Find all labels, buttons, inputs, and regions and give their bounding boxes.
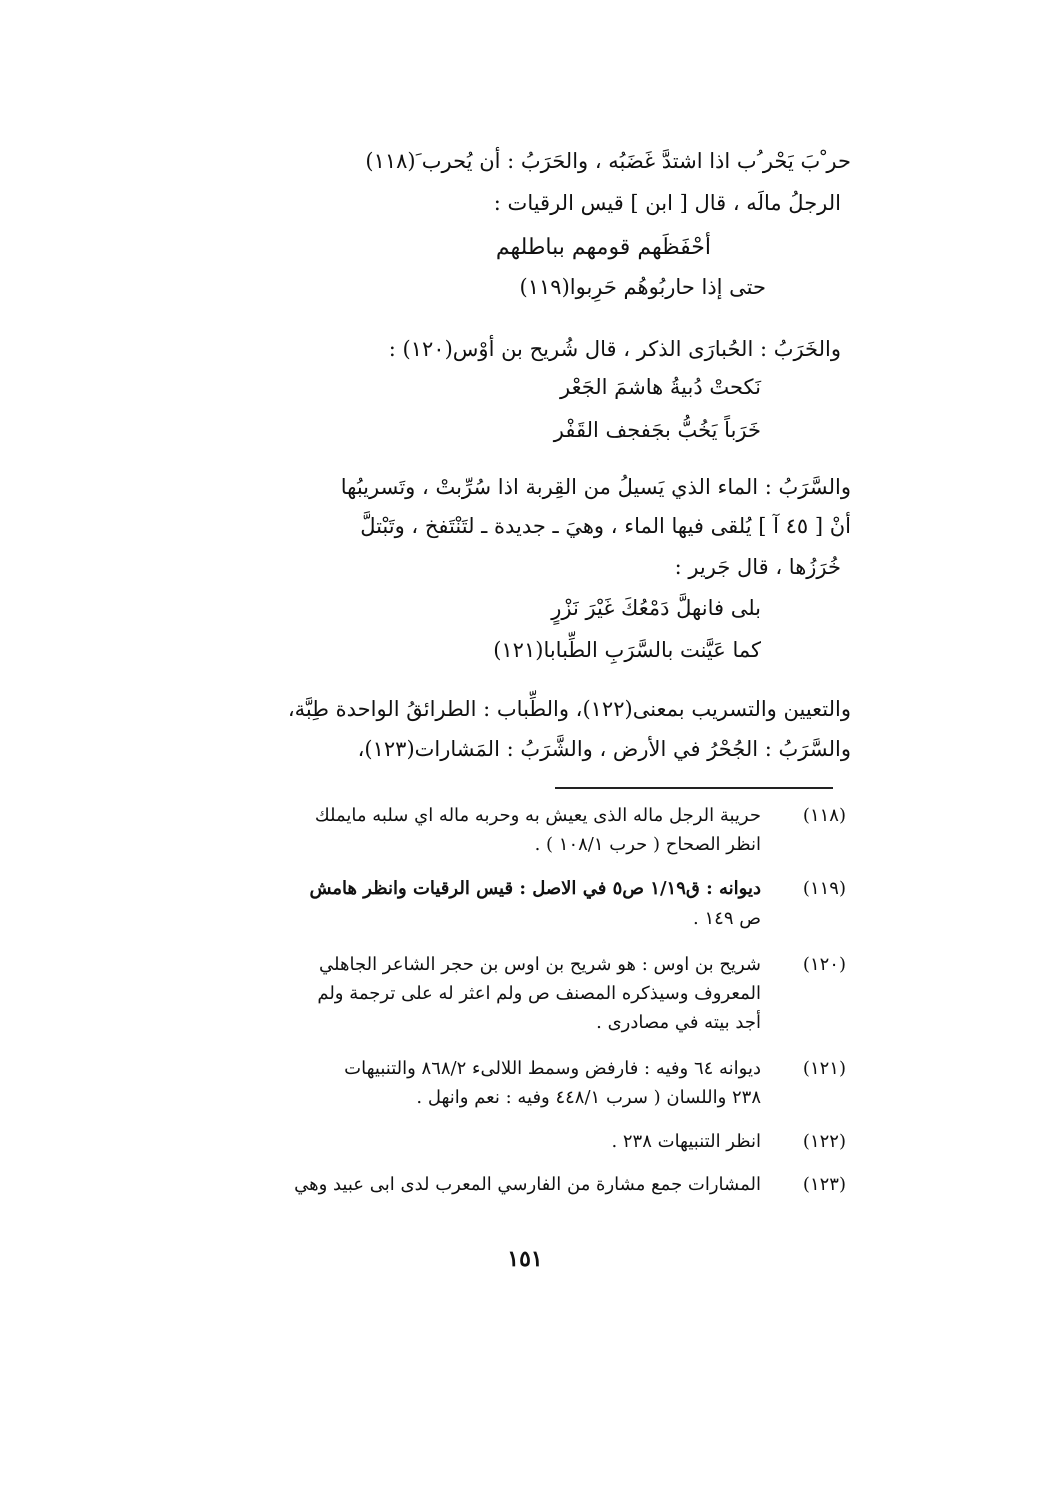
footnote-number: (١٢١) [802, 1058, 846, 1079]
verse-line: أحْفَظَهم قومهم بباطلهم [495, 235, 711, 260]
footnote-separator [555, 787, 833, 789]
footnote-number: (١٢٠) [802, 954, 846, 975]
verse-line: نَكحتْ دُبيةُ هاشمَ الجَعْر [560, 375, 761, 399]
text-line: الرجلُ مالَه ، قال [ ابن ] قيس الرقيات : [493, 191, 841, 215]
footnote-text: انظر الصحاح ( حرب ١٠٨/١ ) . [534, 834, 761, 855]
page-number: ١٥١ [507, 1246, 543, 1272]
verse-line: كما عَيَّنت بالسَّرَبِ الطِّبابا(١٢١) [493, 638, 761, 662]
verse-line: بلى فانهلَّ دَمْعُكَ غَيْرَ نَزْرٍ [551, 596, 761, 620]
footnote-text: ديوانه ٦٤ وفيه : فارفض وسمط اللالىء ٨٦٨/٢ والتنبيهات [344, 1058, 761, 1079]
text-line: والتعيين والتسريب بمعنى(١٢٢)، والطِّباب : الطرائقُ الواحدة طِبَّة، [287, 697, 851, 721]
text-line: والسَّرَبُ : الجُحْرُ في الأرض ، والشَّرَبُ : المَشارات(١٢٣)، [357, 737, 851, 761]
footnote-text: ٢٣٨ واللسان ( سرب ٤٤٨/١ وفيه : نعم وانهل . [416, 1087, 761, 1108]
footnote-text: حريبة الرجل ماله الذى يعيش به وحربه ماله اي سلبه مايملك [314, 805, 761, 826]
footnote-text: انظر التنبيهات ٢٣٨ . [611, 1131, 761, 1152]
footnote-text: شريح بن اوس : هو شريح بن اوس بن حجر الشاعر الجاهلي [319, 954, 761, 975]
text-line: والخَرَبُ : الحُبارَى الذكر ، قال شُريح بن أوْس(١٢٠) : [388, 337, 841, 361]
footnote-text: المعروف وسيذكره المصنف ص ولم اعثر له على ترجمة ولم [317, 983, 761, 1004]
text-line: أنْ [ ٤٥ آ ] يُلقى فيها الماء ، وهيَ ـ جديدة ـ لتَنْتَفخ ، وتَبْتلَّ [360, 514, 851, 538]
footnote-text: المشارات جمع مشارة من الفارسي المعرب لدى ابى عبيد وهي [294, 1174, 761, 1195]
text-line: خُرَزُها ، قال جَرير : [674, 555, 841, 579]
footnote-number: (١٢٢) [802, 1131, 846, 1152]
verse-line: حتى إذا حاربُوهُم حَرِبوا(١١٩) [519, 275, 766, 299]
footnote-number: (١١٩) [802, 878, 846, 899]
footnote-text: ديوانه : ق١/١٩ ص٥ في الاصل : قيس الرقيات وانظر هامش [309, 878, 761, 899]
footnote-text: ص ١٤٩ . [693, 908, 761, 929]
footnote-text: أجد بيته في مصادرى . [596, 1012, 761, 1033]
footnote-number: (١١٨) [802, 805, 846, 826]
text-line: والسَّرَبُ : الماء الذي يَسيلُ من القِربة اذا سُرِّبتْ ، وتَسريبُها [340, 475, 851, 499]
verse-line: خَرَباً يَخُبُّ بجَفجف القَفْر [553, 418, 761, 442]
footnote-number: (١٢٣) [802, 1174, 846, 1195]
text-line: حر ْبَ يَحْر ُب اذا اشتدَّ غَضَبُه ، والحَرَبُ : أن يُحرب َ(١١٨) [365, 149, 851, 173]
